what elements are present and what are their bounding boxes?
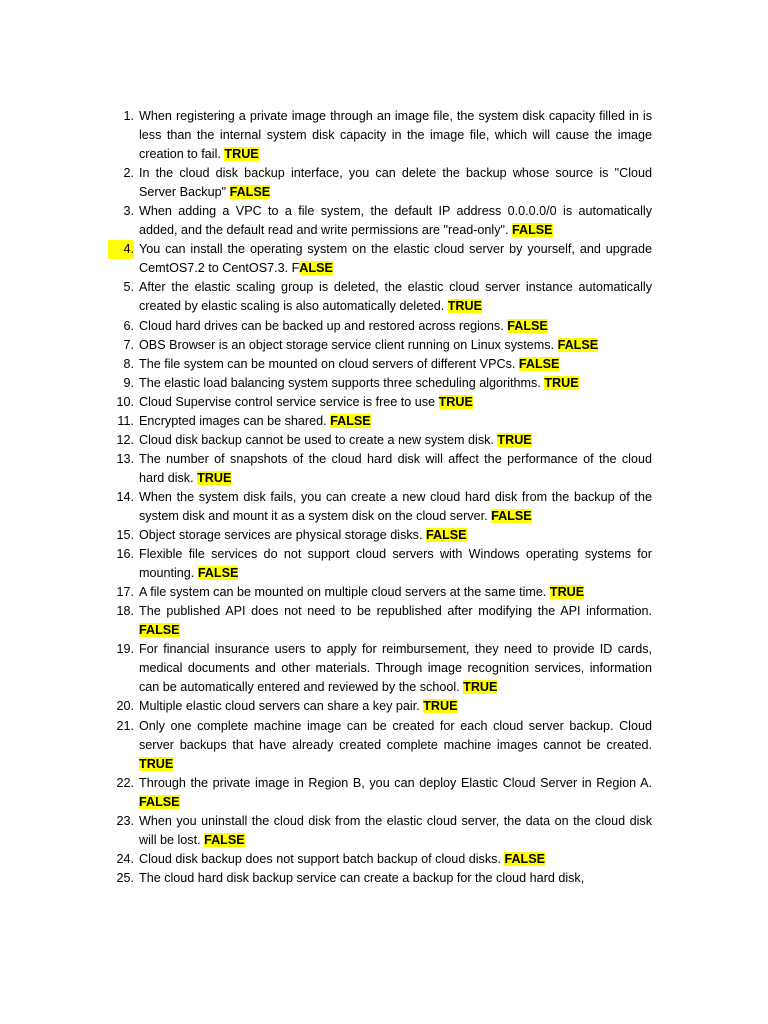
- question-text: Cloud disk backup cannot be used to create a new system disk.: [139, 432, 494, 447]
- answer-badge: TRUE: [544, 375, 579, 390]
- question-text: Only one complete machine image can be created for each cloud server backup. Cloud server backups that have already created complete machine images cannot be created.: [139, 718, 652, 752]
- question-number: 23.: [116, 813, 134, 828]
- question-text: Encrypted images can be shared.: [139, 413, 327, 428]
- answer-badge: FALSE: [204, 832, 245, 847]
- answer-badge: TRUE: [197, 470, 232, 485]
- answer-badge: ALSE: [299, 261, 333, 276]
- question-item: [108, 164, 652, 202]
- question-text: A file system can be mounted on multiple cloud servers at the same time.: [139, 585, 547, 600]
- question-number: 7.: [123, 337, 134, 352]
- question-text: The number of snapshots of the cloud hard disk will affect the performance of the cloud hard disk.: [139, 451, 652, 485]
- question-item: [108, 812, 652, 850]
- question-text: The cloud hard disk backup service can create a backup for the cloud hard disk,: [139, 870, 585, 885]
- question-item: [108, 850, 652, 869]
- question-item: [108, 583, 652, 602]
- question-number: 21.: [116, 718, 134, 733]
- question-item: [108, 374, 652, 393]
- answer-badge: FALSE: [518, 356, 560, 371]
- question-item: [108, 697, 652, 716]
- question-list: [108, 107, 652, 888]
- question-item: [108, 355, 652, 374]
- question-item: [108, 240, 652, 278]
- question-item: [108, 317, 652, 336]
- question-item: [108, 278, 652, 316]
- question-item: [108, 717, 652, 774]
- question-text: Object storage services are physical storage disks.: [139, 528, 423, 543]
- question-item: [108, 393, 652, 412]
- question-number: 17.: [116, 585, 134, 600]
- question-number: 8.: [123, 356, 134, 371]
- question-number: 25.: [116, 870, 134, 885]
- answer-badge: FALSE: [330, 413, 371, 428]
- question-number: 4.: [108, 240, 134, 259]
- answer-badge: FALSE: [507, 318, 548, 333]
- question-text: Multiple elastic cloud servers can share a key pair.: [139, 699, 420, 714]
- question-number: 19.: [116, 642, 134, 657]
- question-item: [108, 526, 652, 545]
- question-text: Flexible file services do not support cloud servers with Windows operating systems for mounting.: [139, 547, 652, 581]
- question-item: [108, 488, 652, 526]
- answer-badge: TRUE: [224, 147, 259, 162]
- answer-badge: FALSE: [425, 528, 467, 543]
- answer-badge: FALSE: [557, 337, 599, 352]
- question-item: [108, 774, 652, 812]
- answer-badge: TRUE: [438, 394, 473, 409]
- question-text: For financial insurance users to apply for reimbursement, they need to provide ID cards, medical documents and other materials. Through image recognition services, information can be automatically entered and reviewed by the school.: [139, 642, 652, 695]
- question-number: 13.: [116, 451, 134, 466]
- answer-badge: FALSE: [504, 851, 546, 866]
- question-text: Cloud Supervise control service service is free to use: [139, 394, 436, 409]
- question-item: [108, 869, 652, 888]
- question-item: [108, 202, 652, 240]
- answer-badge: FALSE: [139, 623, 180, 638]
- question-number: 5.: [123, 280, 134, 295]
- question-text: After the elastic scaling group is deleted, the elastic cloud server instance automatically created by elastic scaling is also automatically deleted.: [139, 280, 652, 314]
- question-number: 9.: [123, 375, 134, 390]
- question-text: In the cloud disk backup interface, you can delete the backup whose source is "Cloud Server Backup": [139, 166, 652, 200]
- answer-badge: FALSE: [139, 794, 180, 809]
- question-number: 2.: [123, 166, 134, 181]
- question-text: The file system can be mounted on cloud servers of different VPCs.: [139, 356, 516, 371]
- question-number: 11.: [117, 413, 134, 428]
- answer-badge: TRUE: [549, 585, 585, 600]
- question-number: 22.: [116, 775, 134, 790]
- question-text: Cloud hard drives can be backed up and restored across regions.: [139, 318, 504, 333]
- question-text: When you uninstall the cloud disk from the elastic cloud server, the data on the cloud disk will be lost.: [139, 813, 652, 847]
- question-item: [108, 602, 652, 640]
- question-text: Through the private image in Region B, you can deploy Elastic Cloud Server in Region A.: [139, 775, 652, 790]
- question-item: [108, 450, 652, 488]
- answer-badge: FALSE: [229, 185, 271, 200]
- question-number: 24.: [116, 851, 134, 866]
- question-text: The elastic load balancing system supports three scheduling algorithms.: [139, 375, 541, 390]
- question-number: 1.: [123, 109, 134, 123]
- question-text: The published API does not need to be republished after modifying the API information.: [139, 604, 652, 619]
- question-text: When the system disk fails, you can create a new cloud hard disk from the backup of the system disk and mount it as a system disk on the cloud server.: [139, 489, 652, 523]
- question-number: 6.: [123, 318, 134, 333]
- question-item: [108, 640, 652, 697]
- question-item: [108, 412, 652, 431]
- answer-badge: FALSE: [511, 223, 553, 238]
- question-number: 15.: [116, 528, 134, 543]
- question-number: 12.: [116, 432, 134, 447]
- question-number: 3.: [123, 204, 134, 219]
- answer-badge: TRUE: [497, 432, 532, 447]
- answer-badge: TRUE: [463, 680, 498, 695]
- question-number: 14.: [116, 489, 134, 504]
- question-item: [108, 545, 652, 583]
- question-text: You can install the operating system on the elastic cloud server by yourself, and upgrade CemtOS7.2 to CentOS7.3. F: [139, 242, 652, 276]
- question-number: 10.: [116, 394, 134, 409]
- answer-badge: TRUE: [423, 699, 458, 714]
- question-item: [108, 431, 652, 450]
- question-item: [108, 107, 652, 164]
- question-number: 20.: [116, 699, 134, 714]
- answer-badge: FALSE: [491, 508, 532, 523]
- question-item: [108, 336, 652, 355]
- question-text: When adding a VPC to a file system, the default IP address 0.0.0.0/0 is automatically added, and the default read and write permissions are "read-only".: [139, 204, 652, 238]
- question-text: Cloud disk backup does not support batch backup of cloud disks.: [139, 851, 501, 866]
- question-text: When registering a private image through an image file, the system disk capacity filled in is less than the internal system disk capacity in the image file, which will cause the image creation to fail.: [139, 109, 652, 162]
- answer-badge: TRUE: [447, 299, 483, 314]
- question-text: OBS Browser is an object storage service client running on Linux systems.: [139, 337, 555, 352]
- answer-badge: TRUE: [139, 756, 174, 771]
- answer-badge: FALSE: [197, 566, 239, 581]
- question-number: 16.: [116, 547, 134, 562]
- question-number: 18.: [116, 604, 134, 619]
